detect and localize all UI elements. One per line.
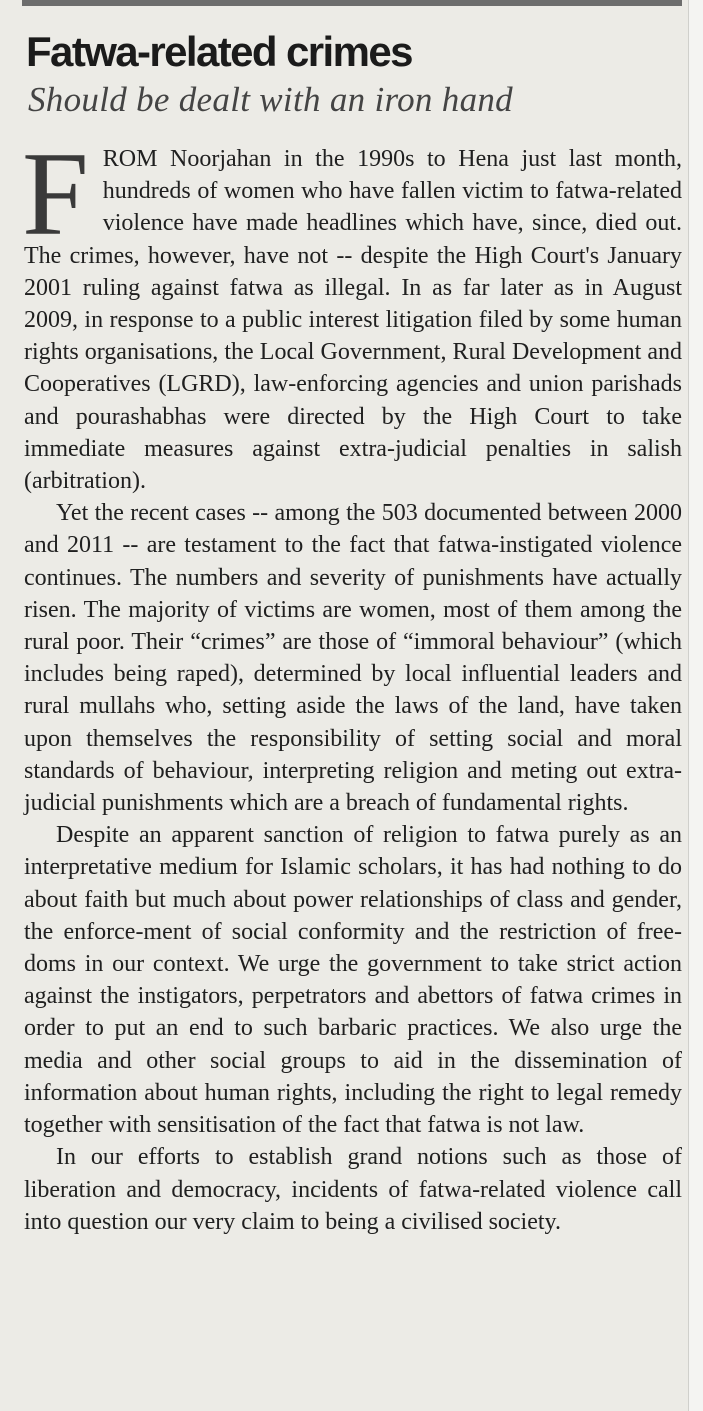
paragraph-1 xyxy=(22,127,682,497)
subheadline: Should be dealt with an iron hand xyxy=(28,80,513,119)
top-rule xyxy=(22,0,682,6)
article-body xyxy=(22,127,682,1238)
paragraph-3: Despite an apparent sanction of religion to fatwa purely as an interpretative medium for Islamic scholars, it has had nothing to do about faith but much about power relationships of class and gender, the enforce-ment of social conformity and the restriction of free-doms in our context. We urge the government to take strict action against the instigators, perpetrators and abettors of fatwa crimes in order to put an end to such barbaric practices. We also urge the media and other social groups to aid in the dissemination of information about human rights, including the right to legal remedy together with sensitisation of the fact that fatwa is not law. xyxy=(24,822,682,1139)
paragraph-1-text: ROM Noorjahan in the 1990s to Hena just last month, hundreds of women who have fallen victim to fatwa-related violence have made headlines which have, since, died out. The crimes, however, have not -- despite the High Court's January 2001 ruling against fatwa as illegal. In as far later as in August 2009, in response to a public interest litigation filed by some human rights organisations, the Local Government, Rural Development and Cooperatives (LGRD), law-enforcing agencies and union parishads and pourashabhas were directed by the High Court to take immediate measures against extra-judicial penalties in salish (arbitration). xyxy=(24,146,682,495)
paragraph-2: Yet the recent cases -- among the 503 documented between 2000 and 2011 -- are testament to the fact that fatwa-instigated violence continues. The numbers and severity of punishments have actually risen. The majority of victims are women, most of them among the rural poor. Their “crimes” are those of “immoral behaviour” (which includes being raped), determined by local influential leaders and rural mullahs who, setting aside the laws of the land, have taken upon themselves the responsibility of setting social and moral standards of behaviour, interpreting religion and meting out extra-judicial punishments which are a breach of fundamental rights. xyxy=(24,500,682,817)
drop-cap: F xyxy=(22,127,89,260)
headline: Fatwa-related crimes xyxy=(26,28,412,75)
paragraph-4: In our efforts to establish grand notions such as those of liberation and democracy, incidents of fatwa-related violence call into question our very claim to being a civilised society. xyxy=(24,1144,682,1235)
page-edge xyxy=(688,0,703,1411)
